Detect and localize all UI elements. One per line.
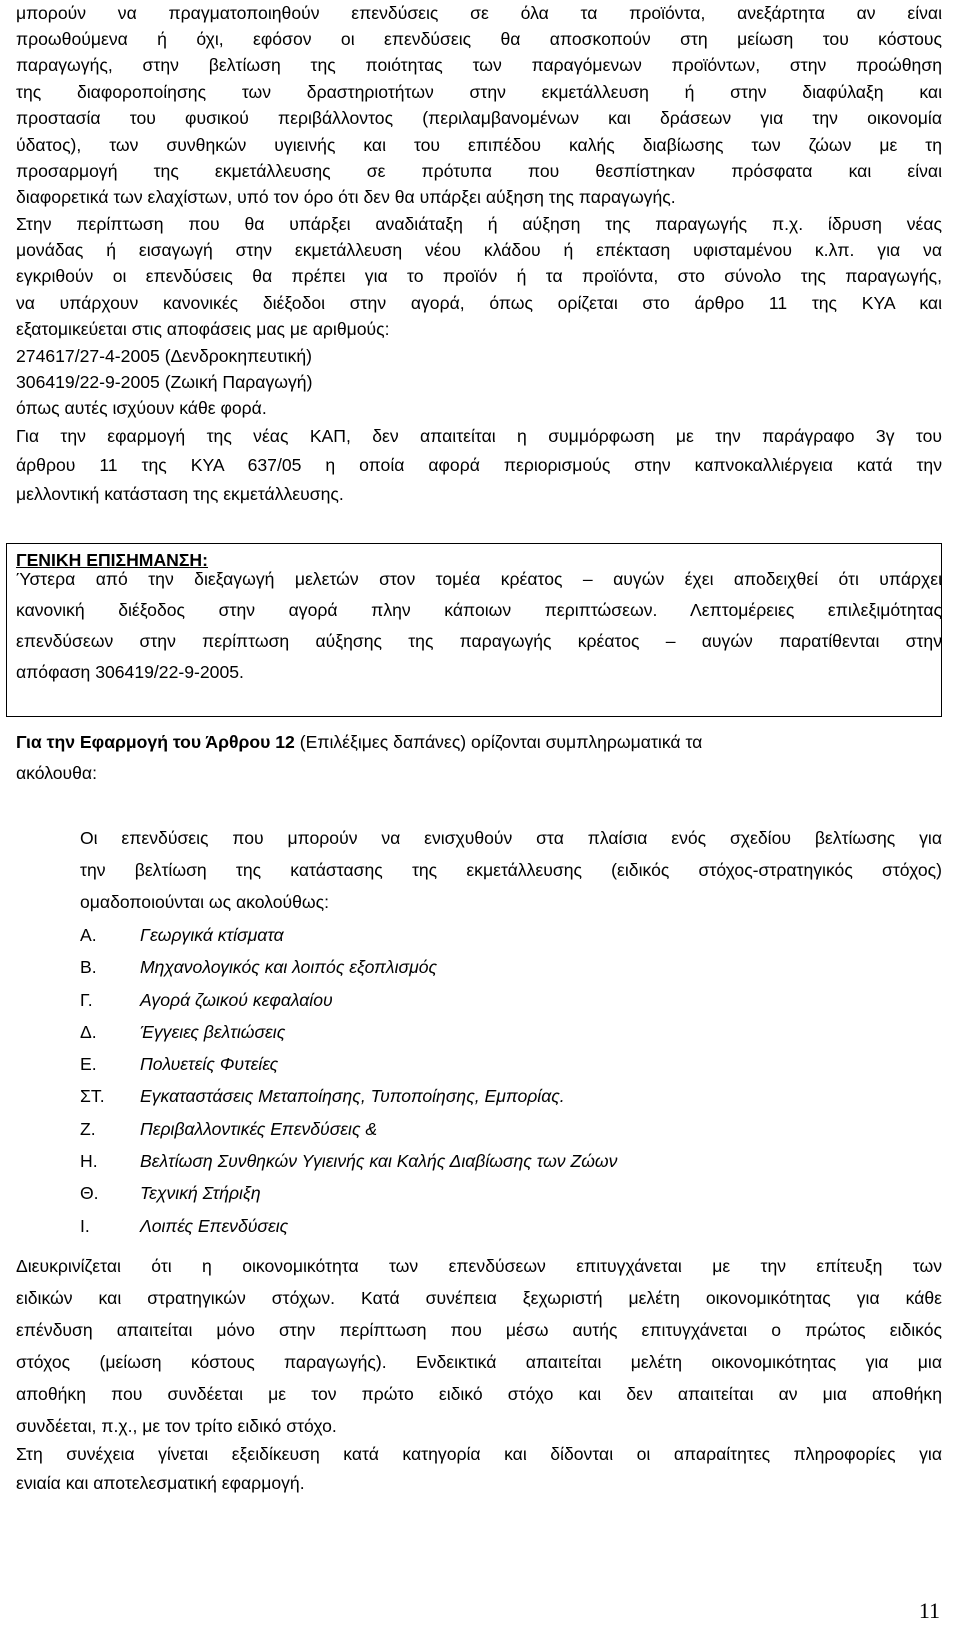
text-line: εγκριθούν οι επενδύσεις θα πρέπει για το προϊόν ή τα προϊόντα, στο σύνολο της παραγωγής,: [16, 266, 942, 286]
list-letter: Ε.: [80, 1054, 97, 1075]
text-line: προσαρμογή της εκμετάλλευσης σε πρότυπα που θεσπίστηκαν πρόσφατα και είναι: [16, 161, 942, 181]
list-text: Πολυετείς Φυτείες: [140, 1054, 279, 1075]
list-text: Μηχανολογικός και λοιπός εξοπλισμός: [140, 957, 438, 978]
list-text: Γεωργικά κτίσματα: [140, 925, 284, 945]
text-line: την βελτίωση της κατάστασης της εκμετάλλευσης (ειδικός στόχος-στρατηγικός στόχος): [80, 860, 942, 880]
text-line: μπορούν να πραγματοποιηθούν επενδύσεις σε όλα τα προϊόντα, ανεξάρτητα αν είναι: [16, 3, 942, 23]
text-line: ενιαία και αποτελεσματική εφαρμογή.: [16, 1473, 305, 1493]
list-letter: Δ.: [80, 1021, 97, 1042]
article12-heading: [16, 729, 702, 755]
list-item: [80, 1145, 617, 1177]
list-letter: Β.: [80, 957, 97, 978]
text-line: μελλοντική κατάσταση της εκμετάλλευσης.: [16, 484, 344, 504]
categories-list: [80, 919, 617, 1242]
text-line: 274617/27-4-2005 (Δενδροκηπευτική): [16, 346, 313, 366]
text-line: ύδατος), των συνθηκών υγιεινής και του επιπέδου καλής διαβίωσης των ζώων με τη: [16, 135, 942, 155]
list-letter: Ζ.: [80, 1118, 96, 1139]
general-note-title: ΓΕΝΙΚΗ ΕΠΙΣΗΜΑΝΣΗ:: [16, 550, 208, 570]
text-line: ειδικών και στρατηγικών στόχων. Κατά συνέπεια ξεχωριστή μελέτη οικονομικότητας για κάθε: [16, 1288, 942, 1308]
text-line: άρθρου 11 της ΚΥΑ 637/05 η οποία αφορά περιορισμούς στην καπνοκαλλιέργεια κατά την: [16, 455, 942, 475]
list-item: [80, 1080, 617, 1112]
text-line: προστασία του φυσικού περιβάλλοντος (περιλαμβανομένων και δράσεων για την οικονομία: [16, 108, 942, 128]
text-line: να υπάρχουν κανονικές διέξοδοι στην αγορά, όπως ορίζεται στο άρθρο 11 της ΚΥΑ και: [16, 293, 942, 313]
text-line: απόφαση 306419/22-9-2005.: [16, 662, 244, 682]
text-line: εξατομικεύεται στις αποφάσεις μας με αριθμούς:: [16, 319, 390, 339]
list-item: [80, 1016, 617, 1048]
list-text: Τεχνική Στήριξη: [140, 1183, 261, 1204]
text-line: διαφορετικά των ελαχίστων, υπό τον όρο ότι δεν θα υπάρξει αύξηση της παραγωγής.: [16, 187, 676, 207]
list-item: [80, 1210, 617, 1242]
page-number: 11: [918, 1598, 940, 1623]
text-line: παραγωγής, στην βελτίωση της ποιότητας των παραγόμενων προϊόντων, στην προώθηση: [16, 55, 942, 75]
list-text: Έγγειες βελτιώσεις: [140, 1021, 286, 1042]
list-item: [80, 951, 617, 983]
list-letter: Η.: [80, 1151, 98, 1172]
list-text: Αγορά ζωικού κεφαλαίου: [140, 989, 333, 1010]
list-letter: ΣΤ.: [80, 1086, 105, 1107]
text-line: ομαδοποιούνται ως ακολούθως:: [80, 892, 330, 912]
text-line: Στη συνέχεια γίνεται εξειδίκευση κατά κατηγορία και δίδονται οι απαραίτητες πληροφορίες για: [16, 1444, 942, 1464]
article12-bold: Για την Εφαρμογή του Άρθρου 12: [16, 732, 295, 752]
text-line: προωθούμενα ή όχι, εφόσον οι επενδύσεις θα αποσκοπούν στη μείωση του κόστους: [16, 29, 942, 49]
text-line: Στην περίπτωση που θα υπάρξει αναδιάταξη ή αύξηση της παραγωγής π.χ. ίδρυση νέας: [16, 214, 942, 234]
article12-line2: ακόλουθα:: [16, 763, 97, 783]
article12-normal: (Επιλέξιμες δαπάνες) ορίζονται συμπληρωματικά τα: [294, 732, 703, 752]
text-line: 306419/22-9-2005 (Ζωική Παραγωγή): [16, 372, 313, 392]
text-line: στόχος (μείωση κόστους παραγωγής). Ενδεικτικά απαιτείται μελέτη οικονομικότητας για μια: [16, 1352, 942, 1372]
list-letter: Ι.: [80, 1215, 90, 1236]
text-line: κανονική διέξοδος στην αγορά πλην κάποιων περιπτώσεων. Λεπτομέρειες επιλεξιμότητας: [16, 600, 942, 620]
list-letter: Γ.: [80, 989, 93, 1010]
text-line: όπως αυτές ισχύουν κάθε φορά.: [16, 398, 267, 418]
list-item: [80, 1177, 617, 1209]
text-line: Ύστερα από την διεξαγωγή μελετών στον τομέα κρέατος – αυγών έχει αποδειχθεί ότι υπάρχει: [16, 569, 942, 589]
text-line: Οι επενδύσεις που μπορούν να ενισχυθούν στα πλαίσια ενός σχεδίου βελτίωσης για: [80, 828, 942, 848]
list-text: Λοιπές Επενδύσεις: [140, 1215, 289, 1236]
list-letter: Θ.: [80, 1183, 99, 1204]
list-text: Βελτίωση Συνθηκών Υγιεινής και Καλής Διαβίωσης των Ζώων: [140, 1151, 618, 1172]
text-line: συνδέεται, π.χ., με τον τρίτο ειδικό στόχο.: [16, 1416, 337, 1436]
text-line: επένδυση απαιτείται μόνο στην περίπτωση που μέσω αυτής επιτυγχάνεται ο πρώτος ειδικός: [16, 1320, 942, 1340]
text-line: μονάδας ή εισαγωγή στην εκμετάλλευση νέου κλάδου ή επέκταση υφισταμένου κ.λπ. για να: [16, 240, 942, 260]
list-item: [80, 1113, 617, 1145]
list-item: [80, 919, 617, 951]
text-line: επενδύσεων στην περίπτωση αύξησης της παραγωγής κρέατος – αυγών παρατίθενται στην: [16, 631, 942, 651]
list-letter: Α.: [80, 925, 97, 945]
text-line: Για την εφαρμογή της νέας ΚΑΠ, δεν απαιτείται η συμμόρφωση με την παράγραφο 3γ του: [16, 426, 942, 446]
list-text: Εγκαταστάσεις Μεταποίησης, Τυποποίησης, Εμπορίας.: [140, 1086, 565, 1107]
text-line: της διαφοροποίησης των δραστηριοτήτων στην εκμετάλλευση ή στην διαφύλαξη και: [16, 82, 942, 102]
list-item: [80, 984, 617, 1016]
list-item: [80, 1048, 617, 1080]
text-line: αποθήκη που συνδέεται με τον πρώτο ειδικό στόχο και δεν απαιτείται αν μια αποθήκη: [16, 1384, 942, 1404]
text-line: Διευκρινίζεται ότι η οικονομικότητα των επενδύσεων επιτυγχάνεται με την επίτευξη των: [16, 1256, 942, 1276]
list-text: Περιβαλλοντικές Επενδύσεις &: [140, 1118, 378, 1139]
